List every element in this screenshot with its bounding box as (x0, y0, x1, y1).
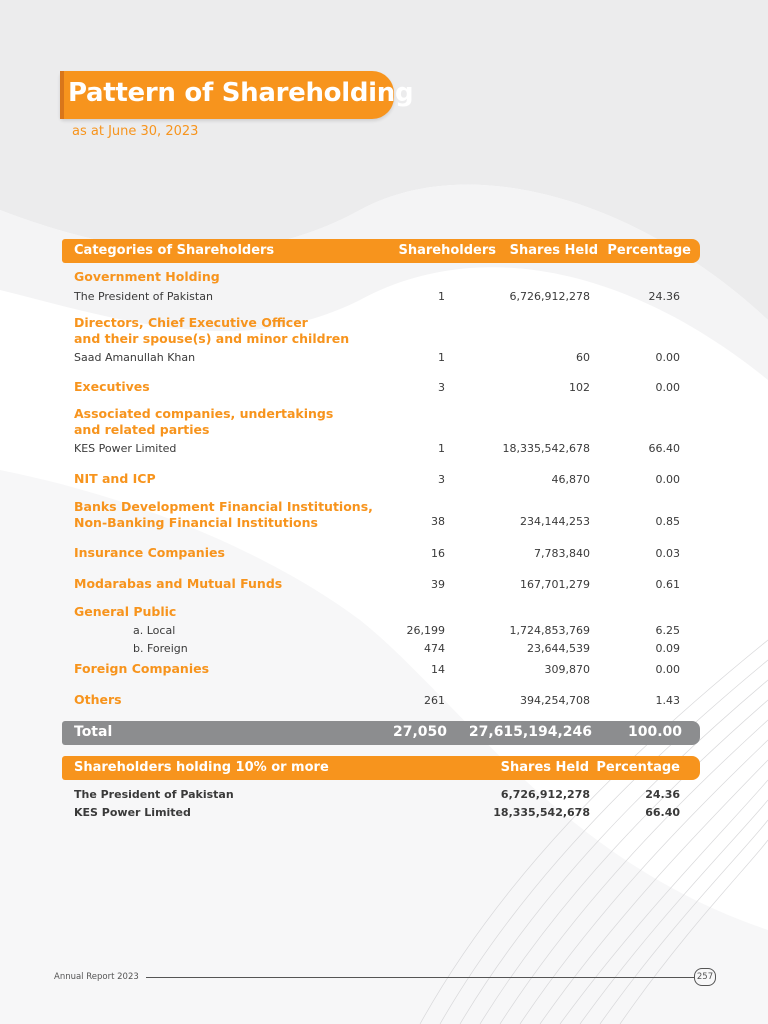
shareholders-value: 26,199 (406, 624, 445, 637)
shareholders-value: 3 (438, 381, 445, 394)
percentage-value: 0.00 (655, 351, 680, 364)
subrow-label: b. Foreign (133, 642, 188, 655)
total-row (62, 721, 700, 745)
page-number: 257 (694, 968, 716, 986)
shareholders-value: 261 (424, 694, 445, 707)
header-shares-held: Shares Held (500, 760, 589, 775)
percentage-value: 0.00 (655, 663, 680, 676)
main-table-header (62, 239, 700, 263)
percentage-value: 0.61 (655, 578, 680, 591)
title-accent-stripe (60, 71, 64, 119)
shareholders-value: 1 (438, 351, 445, 364)
shares-held-value: 102 (569, 381, 590, 394)
shareholders-value: 1 (438, 290, 445, 303)
total-shares-held: 27,615,194,246 (468, 724, 592, 740)
shareholders-value: 38 (431, 515, 445, 528)
footer-divider (146, 977, 694, 978)
category-label: Government Holding (74, 269, 220, 284)
major-holder-name: KES Power Limited (74, 806, 191, 819)
header-percentage: Percentage (596, 760, 680, 775)
percentage-value: 66.40 (648, 442, 680, 455)
category-label: NIT and ICP (74, 471, 156, 486)
header-shareholders: Shareholders (398, 243, 496, 258)
shareholders-value: 3 (438, 473, 445, 486)
major-holder-percentage: 66.40 (645, 806, 680, 819)
shares-held-value: 7,783,840 (534, 547, 590, 560)
header-major-holders: Shareholders holding 10% or more (74, 760, 329, 775)
footer-report-label: Annual Report 2023 (54, 972, 139, 982)
shares-held-value: 1,724,853,769 (509, 624, 590, 637)
header-shares-held: Shares Held (509, 243, 598, 258)
shares-held-value: 309,870 (544, 663, 590, 676)
major-holder-shares: 18,335,542,678 (493, 806, 590, 819)
subrow-label: a. Local (133, 624, 176, 637)
shares-held-value: 234,144,253 (520, 515, 590, 528)
shareholders-value: 16 (431, 547, 445, 560)
page-title: Pattern of Shareholding (68, 78, 414, 108)
header-categories: Categories of Shareholders (74, 243, 275, 258)
major-holder-name: The President of Pakistan (74, 788, 234, 801)
percentage-value: 0.00 (655, 473, 680, 486)
page-subtitle: as at June 30, 2023 (72, 124, 199, 139)
major-holders-header (62, 756, 700, 780)
shares-held-value: 167,701,279 (520, 578, 590, 591)
holder-name: KES Power Limited (74, 442, 177, 455)
percentage-value: 0.03 (655, 547, 680, 560)
shareholders-value: 14 (431, 663, 445, 676)
shareholders-value: 39 (431, 578, 445, 591)
shares-held-value: 18,335,542,678 (502, 442, 590, 455)
shares-held-value: 23,644,539 (527, 642, 590, 655)
shareholders-value: 474 (424, 642, 445, 655)
header-percentage: Percentage (607, 243, 691, 258)
holder-name: The President of Pakistan (74, 290, 213, 303)
total-label: Total (74, 724, 113, 740)
major-holder-shares: 6,726,912,278 (500, 788, 590, 801)
category-label: Executives (74, 379, 150, 394)
category-label: Modarabas and Mutual Funds (74, 576, 283, 591)
shares-held-value: 46,870 (551, 473, 590, 486)
shares-held-value: 6,726,912,278 (509, 290, 590, 303)
category-label: Foreign Companies (74, 661, 210, 676)
shareholders-value: 1 (438, 442, 445, 455)
category-label: General Public (74, 604, 177, 619)
percentage-value: 0.00 (655, 381, 680, 394)
percentage-value: 1.43 (655, 694, 680, 707)
major-holder-percentage: 24.36 (645, 788, 680, 801)
percentage-value: 6.25 (655, 624, 680, 637)
percentage-value: 0.09 (655, 642, 680, 655)
holder-name: Saad Amanullah Khan (74, 351, 196, 364)
percentage-value: 24.36 (648, 290, 680, 303)
category-label: Insurance Companies (74, 545, 225, 560)
total-shareholders: 27,050 (392, 724, 447, 740)
shares-held-value: 60 (576, 351, 590, 364)
percentage-value: 0.85 (655, 515, 680, 528)
category-label: Associated companies, undertakings and related parties (74, 406, 334, 437)
total-percentage: 100.00 (627, 724, 682, 740)
category-label: Directors, Chief Executive Officer and their spouse(s) and minor children (74, 315, 350, 346)
category-label: Banks Development Financial Institutions, Non-Banking Financial Institutions (74, 499, 373, 530)
shares-held-value: 394,254,708 (520, 694, 590, 707)
category-label: Others (74, 692, 122, 707)
